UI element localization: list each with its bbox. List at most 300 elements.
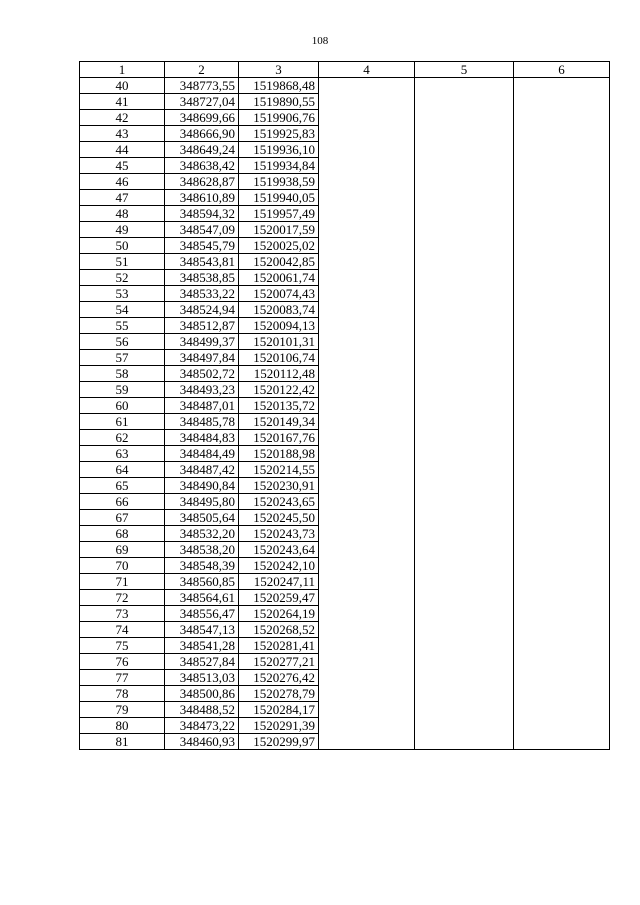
y-coordinate-cell: 1520264,19 (239, 606, 319, 622)
empty-cell-col-5 (415, 686, 514, 702)
point-number-cell: 54 (80, 302, 165, 318)
empty-cell-col-4 (319, 734, 415, 750)
point-number-cell: 41 (80, 94, 165, 110)
table-row (80, 638, 610, 654)
x-coordinate-cell: 348538,20 (165, 542, 239, 558)
x-coordinate-cell: 348594,32 (165, 206, 239, 222)
y-coordinate-cell: 1520278,79 (239, 686, 319, 702)
empty-cell-col-6 (514, 366, 610, 382)
empty-cell-col-4 (319, 222, 415, 238)
x-coordinate-cell: 348727,04 (165, 94, 239, 110)
empty-cell-col-5 (415, 190, 514, 206)
table-row (80, 94, 610, 110)
table-row (80, 414, 610, 430)
y-coordinate-cell: 1520214,55 (239, 462, 319, 478)
empty-cell-col-5 (415, 78, 514, 94)
empty-cell-col-6 (514, 302, 610, 318)
table-row (80, 686, 610, 702)
table-row (80, 238, 610, 254)
point-number-cell: 67 (80, 510, 165, 526)
x-coordinate-cell: 348547,13 (165, 622, 239, 638)
y-coordinate-cell: 1519936,10 (239, 142, 319, 158)
empty-cell-col-5 (415, 702, 514, 718)
empty-cell-col-4 (319, 494, 415, 510)
x-coordinate-cell: 348527,84 (165, 654, 239, 670)
empty-cell-col-5 (415, 382, 514, 398)
point-number-cell: 51 (80, 254, 165, 270)
empty-cell-col-6 (514, 398, 610, 414)
y-coordinate-cell: 1520167,76 (239, 430, 319, 446)
table-row (80, 590, 610, 606)
point-number-cell: 61 (80, 414, 165, 430)
x-coordinate-cell: 348490,84 (165, 478, 239, 494)
x-coordinate-cell: 348499,37 (165, 334, 239, 350)
point-number-cell: 58 (80, 366, 165, 382)
table-row (80, 206, 610, 222)
point-number-cell: 40 (80, 78, 165, 94)
y-coordinate-cell: 1519940,05 (239, 190, 319, 206)
point-number-cell: 74 (80, 622, 165, 638)
empty-cell-col-5 (415, 718, 514, 734)
empty-cell-col-5 (415, 430, 514, 446)
point-number-cell: 56 (80, 334, 165, 350)
empty-cell-col-6 (514, 494, 610, 510)
empty-cell-col-5 (415, 238, 514, 254)
x-coordinate-cell: 348649,24 (165, 142, 239, 158)
empty-cell-col-5 (415, 494, 514, 510)
coordinates-table (79, 61, 610, 750)
table-row (80, 478, 610, 494)
empty-cell-col-4 (319, 366, 415, 382)
empty-cell-col-6 (514, 510, 610, 526)
point-number-cell: 48 (80, 206, 165, 222)
point-number-cell: 66 (80, 494, 165, 510)
x-coordinate-cell: 348488,52 (165, 702, 239, 718)
empty-cell-col-5 (415, 302, 514, 318)
y-coordinate-cell: 1519938,59 (239, 174, 319, 190)
empty-cell-col-6 (514, 654, 610, 670)
empty-cell-col-6 (514, 622, 610, 638)
empty-cell-col-6 (514, 286, 610, 302)
empty-cell-col-6 (514, 462, 610, 478)
empty-cell-col-4 (319, 318, 415, 334)
empty-cell-col-4 (319, 286, 415, 302)
empty-cell-col-6 (514, 478, 610, 494)
y-coordinate-cell: 1519934,84 (239, 158, 319, 174)
empty-cell-col-6 (514, 718, 610, 734)
x-coordinate-cell: 348638,42 (165, 158, 239, 174)
table-row (80, 734, 610, 750)
y-coordinate-cell: 1519890,55 (239, 94, 319, 110)
empty-cell-col-5 (415, 558, 514, 574)
y-coordinate-cell: 1520277,21 (239, 654, 319, 670)
empty-cell-col-5 (415, 334, 514, 350)
empty-cell-col-6 (514, 702, 610, 718)
empty-cell-col-5 (415, 126, 514, 142)
x-coordinate-cell: 348545,79 (165, 238, 239, 254)
empty-cell-col-6 (514, 78, 610, 94)
empty-cell-col-5 (415, 222, 514, 238)
point-number-cell: 59 (80, 382, 165, 398)
y-coordinate-cell: 1520230,91 (239, 478, 319, 494)
point-number-cell: 49 (80, 222, 165, 238)
empty-cell-col-5 (415, 254, 514, 270)
x-coordinate-cell: 348487,42 (165, 462, 239, 478)
header-col-5: 5 (415, 62, 514, 78)
point-number-cell: 65 (80, 478, 165, 494)
x-coordinate-cell: 348666,90 (165, 126, 239, 142)
empty-cell-col-5 (415, 542, 514, 558)
table-row (80, 126, 610, 142)
empty-cell-col-4 (319, 382, 415, 398)
table-row (80, 78, 610, 94)
empty-cell-col-5 (415, 110, 514, 126)
empty-cell-col-6 (514, 334, 610, 350)
x-coordinate-cell: 348556,47 (165, 606, 239, 622)
header-row (80, 62, 610, 78)
empty-cell-col-6 (514, 606, 610, 622)
table-row (80, 494, 610, 510)
x-coordinate-cell: 348699,66 (165, 110, 239, 126)
empty-cell-col-6 (514, 542, 610, 558)
x-coordinate-cell: 348564,61 (165, 590, 239, 606)
table-row (80, 670, 610, 686)
header-col-6: 6 (514, 62, 610, 78)
table-row (80, 286, 610, 302)
empty-cell-col-6 (514, 318, 610, 334)
y-coordinate-cell: 1520061,74 (239, 270, 319, 286)
empty-cell-col-4 (319, 526, 415, 542)
empty-cell-col-5 (415, 638, 514, 654)
empty-cell-col-5 (415, 318, 514, 334)
table-row (80, 254, 610, 270)
empty-cell-col-6 (514, 574, 610, 590)
x-coordinate-cell: 348505,64 (165, 510, 239, 526)
header-col-2: 2 (165, 62, 239, 78)
table-row (80, 334, 610, 350)
x-coordinate-cell: 348500,86 (165, 686, 239, 702)
empty-cell-col-5 (415, 206, 514, 222)
x-coordinate-cell: 348502,72 (165, 366, 239, 382)
empty-cell-col-5 (415, 270, 514, 286)
empty-cell-col-6 (514, 414, 610, 430)
empty-cell-col-4 (319, 334, 415, 350)
x-coordinate-cell: 348497,84 (165, 350, 239, 366)
table-row (80, 718, 610, 734)
header-col-3: 3 (239, 62, 319, 78)
y-coordinate-cell: 1519868,48 (239, 78, 319, 94)
empty-cell-col-4 (319, 510, 415, 526)
empty-cell-col-6 (514, 382, 610, 398)
table-row (80, 350, 610, 366)
table-row (80, 446, 610, 462)
empty-cell-col-4 (319, 110, 415, 126)
empty-cell-col-5 (415, 174, 514, 190)
table-row (80, 110, 610, 126)
empty-cell-col-5 (415, 526, 514, 542)
empty-cell-col-4 (319, 78, 415, 94)
table-row (80, 398, 610, 414)
empty-cell-col-5 (415, 414, 514, 430)
empty-cell-col-4 (319, 462, 415, 478)
x-coordinate-cell: 348485,78 (165, 414, 239, 430)
y-coordinate-cell: 1520135,72 (239, 398, 319, 414)
empty-cell-col-5 (415, 286, 514, 302)
empty-cell-col-6 (514, 190, 610, 206)
table-row (80, 542, 610, 558)
table-row (80, 270, 610, 286)
empty-cell-col-5 (415, 622, 514, 638)
y-coordinate-cell: 1520083,74 (239, 302, 319, 318)
empty-cell-col-6 (514, 222, 610, 238)
y-coordinate-cell: 1520247,11 (239, 574, 319, 590)
empty-cell-col-5 (415, 350, 514, 366)
table-row (80, 190, 610, 206)
x-coordinate-cell: 348548,39 (165, 558, 239, 574)
y-coordinate-cell: 1520243,73 (239, 526, 319, 542)
point-number-cell: 45 (80, 158, 165, 174)
y-coordinate-cell: 1520276,42 (239, 670, 319, 686)
empty-cell-col-4 (319, 622, 415, 638)
empty-cell-col-4 (319, 206, 415, 222)
x-coordinate-cell: 348538,85 (165, 270, 239, 286)
point-number-cell: 71 (80, 574, 165, 590)
empty-cell-col-4 (319, 270, 415, 286)
empty-cell-col-6 (514, 270, 610, 286)
empty-cell-col-5 (415, 670, 514, 686)
y-coordinate-cell: 1520025,02 (239, 238, 319, 254)
y-coordinate-cell: 1520101,31 (239, 334, 319, 350)
y-coordinate-cell: 1520042,85 (239, 254, 319, 270)
empty-cell-col-4 (319, 350, 415, 366)
header-col-1: 1 (80, 62, 165, 78)
empty-cell-col-5 (415, 158, 514, 174)
empty-cell-col-4 (319, 190, 415, 206)
empty-cell-col-4 (319, 654, 415, 670)
empty-cell-col-4 (319, 686, 415, 702)
x-coordinate-cell: 348493,23 (165, 382, 239, 398)
x-coordinate-cell: 348484,49 (165, 446, 239, 462)
empty-cell-col-6 (514, 446, 610, 462)
table-row (80, 222, 610, 238)
y-coordinate-cell: 1520149,34 (239, 414, 319, 430)
empty-cell-col-4 (319, 590, 415, 606)
y-coordinate-cell: 1520074,43 (239, 286, 319, 302)
empty-cell-col-6 (514, 126, 610, 142)
x-coordinate-cell: 348532,20 (165, 526, 239, 542)
table-row (80, 526, 610, 542)
empty-cell-col-4 (319, 606, 415, 622)
y-coordinate-cell: 1520122,42 (239, 382, 319, 398)
empty-cell-col-4 (319, 142, 415, 158)
table-row (80, 382, 610, 398)
y-coordinate-cell: 1520017,59 (239, 222, 319, 238)
x-coordinate-cell: 348512,87 (165, 318, 239, 334)
empty-cell-col-4 (319, 638, 415, 654)
point-number-cell: 44 (80, 142, 165, 158)
point-number-cell: 80 (80, 718, 165, 734)
empty-cell-col-6 (514, 206, 610, 222)
empty-cell-col-5 (415, 462, 514, 478)
x-coordinate-cell: 348547,09 (165, 222, 239, 238)
empty-cell-col-5 (415, 366, 514, 382)
empty-cell-col-5 (415, 446, 514, 462)
empty-cell-col-4 (319, 174, 415, 190)
x-coordinate-cell: 348484,83 (165, 430, 239, 446)
table-row (80, 622, 610, 638)
empty-cell-col-6 (514, 686, 610, 702)
empty-cell-col-4 (319, 478, 415, 494)
empty-cell-col-4 (319, 302, 415, 318)
empty-cell-col-6 (514, 430, 610, 446)
x-coordinate-cell: 348524,94 (165, 302, 239, 318)
point-number-cell: 55 (80, 318, 165, 334)
point-number-cell: 64 (80, 462, 165, 478)
table-row (80, 558, 610, 574)
empty-cell-col-6 (514, 254, 610, 270)
empty-cell-col-4 (319, 558, 415, 574)
table-row (80, 430, 610, 446)
point-number-cell: 46 (80, 174, 165, 190)
point-number-cell: 53 (80, 286, 165, 302)
empty-cell-col-4 (319, 542, 415, 558)
y-coordinate-cell: 1520243,65 (239, 494, 319, 510)
y-coordinate-cell: 1520281,41 (239, 638, 319, 654)
y-coordinate-cell: 1519906,76 (239, 110, 319, 126)
point-number-cell: 62 (80, 430, 165, 446)
empty-cell-col-6 (514, 142, 610, 158)
empty-cell-col-6 (514, 174, 610, 190)
empty-cell-col-4 (319, 398, 415, 414)
table-row (80, 654, 610, 670)
point-number-cell: 42 (80, 110, 165, 126)
empty-cell-col-4 (319, 238, 415, 254)
empty-cell-col-6 (514, 526, 610, 542)
empty-cell-col-6 (514, 238, 610, 254)
point-number-cell: 50 (80, 238, 165, 254)
empty-cell-col-4 (319, 446, 415, 462)
empty-cell-col-5 (415, 590, 514, 606)
empty-cell-col-6 (514, 158, 610, 174)
point-number-cell: 76 (80, 654, 165, 670)
empty-cell-col-6 (514, 558, 610, 574)
y-coordinate-cell: 1520243,64 (239, 542, 319, 558)
table-row (80, 318, 610, 334)
empty-cell-col-6 (514, 590, 610, 606)
y-coordinate-cell: 1520112,48 (239, 366, 319, 382)
y-coordinate-cell: 1520259,47 (239, 590, 319, 606)
x-coordinate-cell: 348628,87 (165, 174, 239, 190)
empty-cell-col-4 (319, 574, 415, 590)
table-body (80, 78, 610, 750)
point-number-cell: 70 (80, 558, 165, 574)
x-coordinate-cell: 348543,81 (165, 254, 239, 270)
empty-cell-col-6 (514, 638, 610, 654)
point-number-cell: 72 (80, 590, 165, 606)
x-coordinate-cell: 348513,03 (165, 670, 239, 686)
x-coordinate-cell: 348541,28 (165, 638, 239, 654)
point-number-cell: 63 (80, 446, 165, 462)
x-coordinate-cell: 348533,22 (165, 286, 239, 302)
empty-cell-col-5 (415, 510, 514, 526)
table-row (80, 158, 610, 174)
empty-cell-col-4 (319, 702, 415, 718)
empty-cell-col-5 (415, 94, 514, 110)
empty-cell-col-6 (514, 110, 610, 126)
empty-cell-col-4 (319, 94, 415, 110)
empty-cell-col-6 (514, 94, 610, 110)
empty-cell-col-4 (319, 158, 415, 174)
empty-cell-col-5 (415, 142, 514, 158)
empty-cell-col-4 (319, 670, 415, 686)
point-number-cell: 77 (80, 670, 165, 686)
point-number-cell: 60 (80, 398, 165, 414)
point-number-cell: 79 (80, 702, 165, 718)
x-coordinate-cell: 348473,22 (165, 718, 239, 734)
empty-cell-col-4 (319, 126, 415, 142)
table-row (80, 302, 610, 318)
y-coordinate-cell: 1520284,17 (239, 702, 319, 718)
empty-cell-col-4 (319, 718, 415, 734)
empty-cell-col-4 (319, 254, 415, 270)
empty-cell-col-5 (415, 478, 514, 494)
point-number-cell: 81 (80, 734, 165, 750)
table-row (80, 606, 610, 622)
point-number-cell: 73 (80, 606, 165, 622)
y-coordinate-cell: 1520094,13 (239, 318, 319, 334)
table-row (80, 462, 610, 478)
y-coordinate-cell: 1520268,52 (239, 622, 319, 638)
y-coordinate-cell: 1520242,10 (239, 558, 319, 574)
table-row (80, 142, 610, 158)
x-coordinate-cell: 348495,80 (165, 494, 239, 510)
point-number-cell: 78 (80, 686, 165, 702)
point-number-cell: 68 (80, 526, 165, 542)
y-coordinate-cell: 1520245,50 (239, 510, 319, 526)
table-row (80, 574, 610, 590)
x-coordinate-cell: 348560,85 (165, 574, 239, 590)
point-number-cell: 57 (80, 350, 165, 366)
point-number-cell: 69 (80, 542, 165, 558)
y-coordinate-cell: 1520106,74 (239, 350, 319, 366)
x-coordinate-cell: 348460,93 (165, 734, 239, 750)
point-number-cell: 43 (80, 126, 165, 142)
point-number-cell: 47 (80, 190, 165, 206)
page-number: 108 (311, 35, 329, 47)
y-coordinate-cell: 1520291,39 (239, 718, 319, 734)
empty-cell-col-6 (514, 734, 610, 750)
x-coordinate-cell: 348610,89 (165, 190, 239, 206)
x-coordinate-cell: 348487,01 (165, 398, 239, 414)
y-coordinate-cell: 1519957,49 (239, 206, 319, 222)
point-number-cell: 75 (80, 638, 165, 654)
empty-cell-col-5 (415, 574, 514, 590)
empty-cell-col-5 (415, 398, 514, 414)
table-row (80, 510, 610, 526)
y-coordinate-cell: 1519925,83 (239, 126, 319, 142)
table-row (80, 366, 610, 382)
header-col-4: 4 (319, 62, 415, 78)
point-number-cell: 52 (80, 270, 165, 286)
y-coordinate-cell: 1520188,98 (239, 446, 319, 462)
table-row (80, 174, 610, 190)
table-row (80, 702, 610, 718)
empty-cell-col-5 (415, 734, 514, 750)
empty-cell-col-4 (319, 430, 415, 446)
x-coordinate-cell: 348773,55 (165, 78, 239, 94)
empty-cell-col-6 (514, 670, 610, 686)
empty-cell-col-5 (415, 654, 514, 670)
